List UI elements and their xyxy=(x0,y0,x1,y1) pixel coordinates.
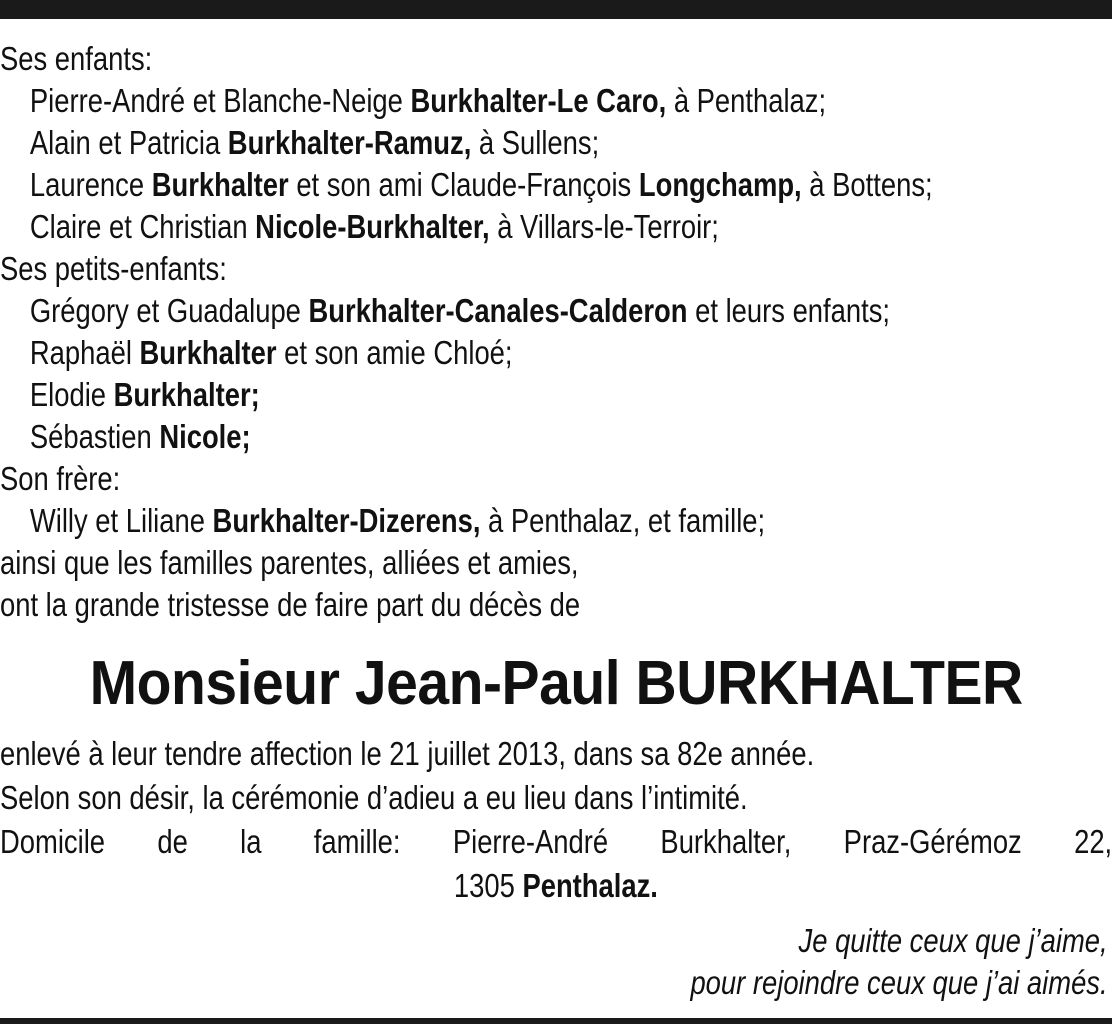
grandchild-surname: Burkhalter-Canales-Calderon xyxy=(308,292,688,329)
announcement-line: ont la grande tristesse de faire part du décès de xyxy=(0,586,581,623)
child-line xyxy=(0,206,923,248)
grandchild-note: et son amie Chloé; xyxy=(276,334,513,371)
child-line xyxy=(0,122,923,164)
child-partner-text: et son ami Claude-François xyxy=(288,166,639,203)
child-line xyxy=(0,164,933,206)
domicile-word: de xyxy=(157,823,188,860)
brother-surname: Burkhalter-Dizerens, xyxy=(212,502,481,539)
notice-details xyxy=(0,732,1112,908)
domicile-word: 22, xyxy=(1074,823,1112,860)
grandchild-name: Sébastien xyxy=(29,418,160,455)
grandchild-name: Elodie xyxy=(29,376,114,413)
top-rule xyxy=(0,0,1112,19)
brother-name: Willy et Liliane xyxy=(29,502,213,539)
child-surname: Burkhalter-Le Caro, xyxy=(410,82,667,119)
grandchild-surname: Burkhalter xyxy=(139,334,277,371)
brother-location: à Penthalaz, et famille; xyxy=(480,502,766,539)
grandchild-line xyxy=(0,332,923,374)
child-location: à Bottens; xyxy=(801,166,933,203)
grandchild-name: Grégory et Guadalupe xyxy=(29,292,309,329)
child-surname: Burkhalter xyxy=(151,166,289,203)
grandchild-surname: Burkhalter; xyxy=(113,376,260,413)
deceased-name: Monsieur Jean-Paul BURKHALTER xyxy=(89,649,1023,718)
domicile-word: Praz-Gérémoz xyxy=(843,823,1022,860)
family-list xyxy=(0,38,1112,626)
deceased-name-heading xyxy=(0,648,1112,720)
child-surname: Burkhalter-Ramuz, xyxy=(227,124,472,161)
brother-line xyxy=(0,500,923,542)
partner-surname: Longchamp, xyxy=(638,166,802,203)
child-location: à Penthalaz; xyxy=(666,82,827,119)
quote-line: Je quitte ceux que j’aime, xyxy=(798,922,1108,959)
quote-line: pour rejoindre ceux que j’ai aimés. xyxy=(690,964,1108,1001)
child-line xyxy=(0,80,923,122)
bottom-rule xyxy=(0,1018,1112,1024)
child-location: à Villars-le-Terroir; xyxy=(489,208,719,245)
grandchild-line xyxy=(0,416,923,458)
closing-quote xyxy=(605,920,1108,1004)
address-line xyxy=(0,864,1112,908)
death-date-line: enlevé à leur tendre affection le 21 juillet 2013, dans sa 82e année. xyxy=(0,735,815,772)
domicile-word: Domicile xyxy=(0,823,106,860)
children-heading: Ses enfants: xyxy=(0,40,153,77)
child-name: Laurence xyxy=(29,166,152,203)
address-town: Penthalaz. xyxy=(522,867,659,904)
grandchild-line xyxy=(0,374,923,416)
grandchildren-heading: Ses petits-enfants: xyxy=(0,250,227,287)
child-location: à Sullens; xyxy=(471,124,600,161)
families-line: ainsi que les familles parentes, alliées et amies, xyxy=(0,544,579,581)
brother-heading: Son frère: xyxy=(0,460,121,497)
child-name: Alain et Patricia xyxy=(29,124,228,161)
grandchild-surname: Nicole; xyxy=(159,418,251,455)
ceremony-line: Selon son désir, la cérémonie d’adieu a eu lieu dans l’intimité. xyxy=(0,779,748,816)
domicile-word: la xyxy=(240,823,262,860)
child-surname: Nicole-Burkhalter, xyxy=(255,208,490,245)
grandchild-name: Raphaël xyxy=(29,334,140,371)
address-zip: 1305 xyxy=(453,867,523,904)
domicile-line xyxy=(0,820,1112,864)
domicile-word: famille: xyxy=(313,823,401,860)
address-text xyxy=(454,864,658,908)
child-name: Pierre-André et Blanche-Neige xyxy=(29,82,411,119)
domicile-word: Burkhalter, xyxy=(660,823,792,860)
child-name: Claire et Christian xyxy=(29,208,256,245)
grandchild-line xyxy=(0,290,923,332)
grandchild-note: et leurs enfants; xyxy=(687,292,891,329)
domicile-word: Pierre-André xyxy=(452,823,609,860)
